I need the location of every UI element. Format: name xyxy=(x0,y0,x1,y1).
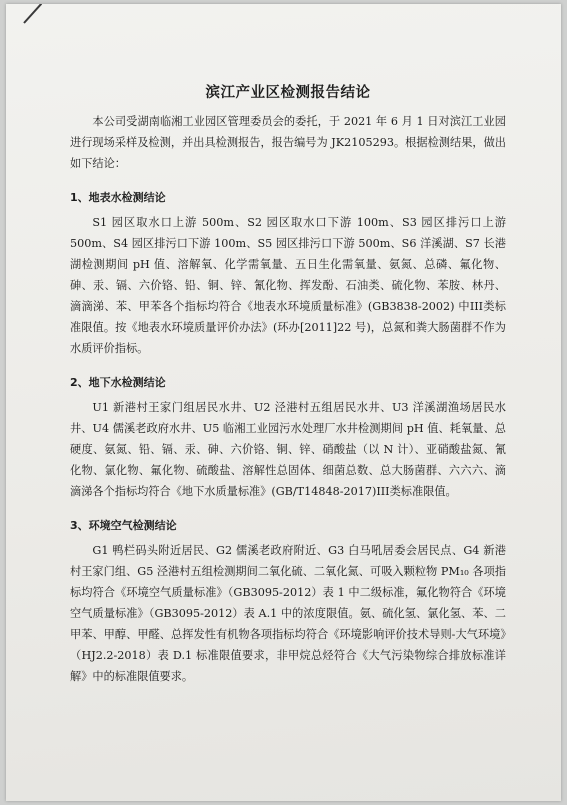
section-body: S1 园区取水口上游 500m、S2 园区取水口下游 100m、S3 园区排污口上游 500m、S4 园区排污口下游 100m、S5 园区排污口下游 500m、S6 洋溪湖、S7 长港湖检测期间 pH 值、溶解氧、化学需氧量、五日生化需氧量、氨氮、总磷、氟化物、砷、汞、镉、六价铬、铅、铜、锌、氰化物、挥发酚、石油类、硫化物、苯胺、林丹、滴滴涕、苯、甲苯各个指标均符合《地表水环境质量标准》(GB3838-2002) 中III类标准限值。按《地表水环境质量评价办法》(环办[2011]22 号)，总氮和粪大肠菌群不作为水质评价指标。 xyxy=(70,216,506,355)
pen-mark xyxy=(23,4,42,24)
section-groundwater xyxy=(70,372,506,502)
section-heading: 3、环境空气检测结论 xyxy=(70,519,177,532)
section-heading: 2、地下水检测结论 xyxy=(70,376,166,389)
document-title: 滨江产业区检测报告结论 xyxy=(205,84,371,101)
section-body: G1 鸭栏码头附近居民、G2 儒溪老政府附近、G3 白马吼居委会居民点、G4 新港村王家门组、G5 泾港村五组检测期间二氧化硫、二氧化氮、可吸入颗粒物 PM₁₀ 各项指标均符合《环境空气质量标准》（GB3095-2012）表 1 中二级标准，氟化物符合《环境空气质量标准》（GB3095-2012）表 A.1 中的浓度限值。氨、硫化氢、氯化氢、苯、二甲苯、甲醇、甲醛、总挥发性有机物各项指标均符合《环境影响评价技术导则-大气环境》（HJ2.2-2018）表 D.1 标准限值要求，非甲烷总烃符合《大气污染物综合排放标准详解》中的标准限值要求。 xyxy=(70,544,506,683)
section-heading: 1、地表水检测结论 xyxy=(70,191,166,204)
section-ambient-air xyxy=(70,515,506,687)
document-content xyxy=(70,82,506,687)
section-surface-water xyxy=(70,187,506,359)
section-body: U1 新港村王家门组居民水井、U2 泾港村五组居民水井、U3 洋溪湖渔场居民水井、U4 儒溪老政府水井、U5 临湘工业园污水处理厂水井检测期间 pH 值、耗氧量、总硬度、氨氮、铅、镉、汞、砷、六价铬、铜、锌、硝酸盐（以 N 计）、亚硝酸盐氮、氰化物、氯化物、氟化物、硫酸盐、溶解性总固体、细菌总数、总大肠菌群、六六六、滴滴涕各个指标均符合《地下水质量标准》(GB/T14848-2017)III类标准限值。 xyxy=(70,401,506,498)
intro-paragraph: 本公司受湖南临湘工业园区管理委员会的委托，于 2021 年 6 月 1 日对滨江工业园进行现场采样及检测，并出具检测报告，报告编号为 JK2105293。根据检测结果，做出如下结论： xyxy=(70,115,506,170)
document-page xyxy=(6,4,561,801)
